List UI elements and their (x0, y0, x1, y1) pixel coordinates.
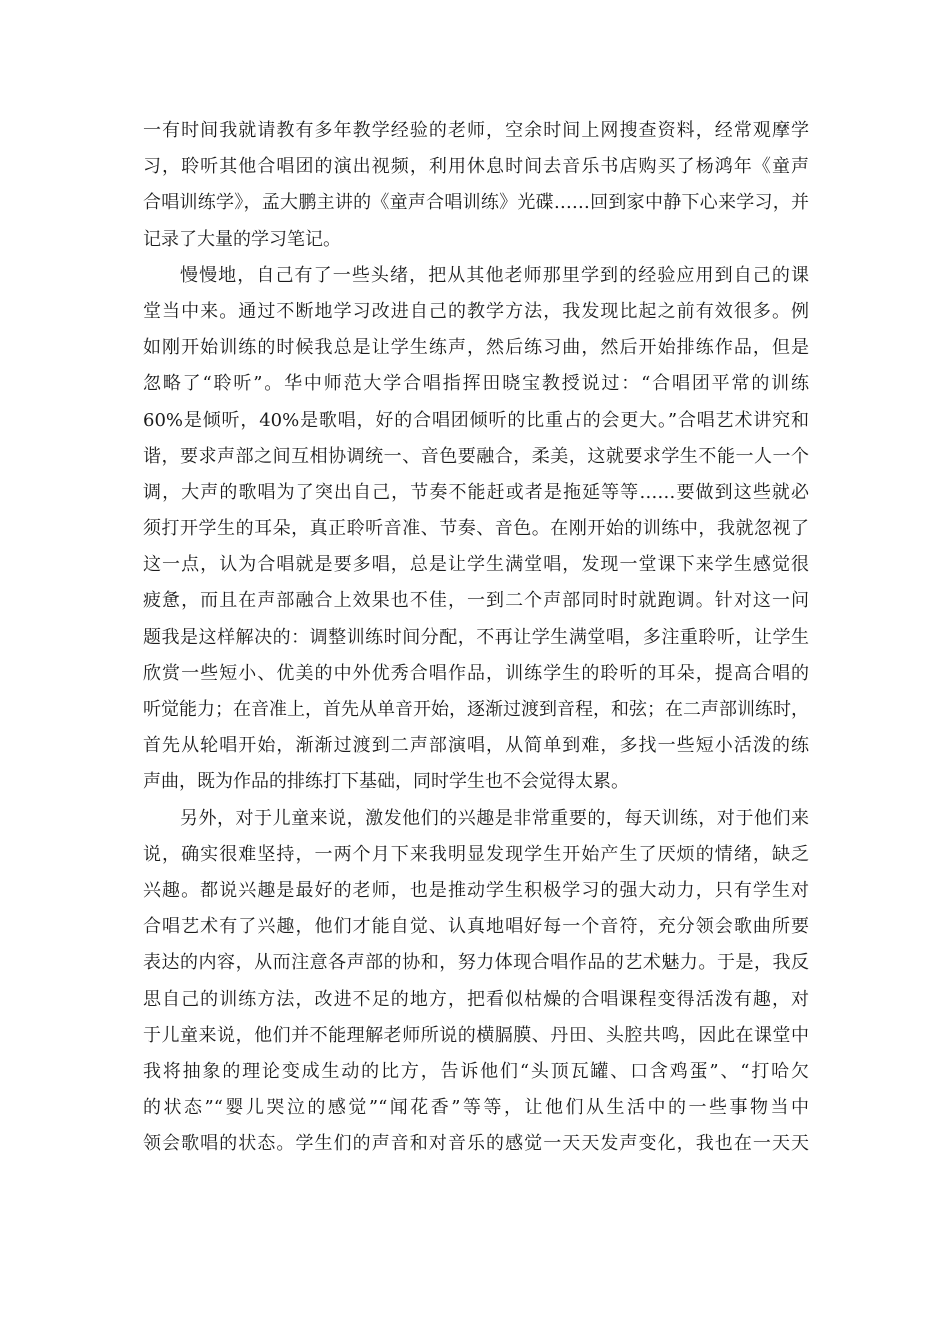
text-line: 表达的内容，从而注意各声部的协和，努力体现合唱作品的艺术魅力。于是，我反 (143, 952, 809, 974)
text-line: 一有时间我就请教有多年教学经验的老师，空余时间上网搜查资料，经常观摩学 (143, 120, 809, 141)
text-line: 这一点，认为合唱就是要多唱，总是让学生满堂唱，发现一堂课下来学生感觉很 (143, 554, 809, 576)
body-text (143, 113, 809, 1162)
paragraph-2 (143, 258, 809, 801)
text-line: 的状态”“婴儿哭泣的感觉”“闻花香”等等，让他们从生活中的一些事物当中 (143, 1097, 809, 1119)
text-line: 谐，要求声部之间互相协调统一、音色要融合，柔美，这就要求学生不能一人一个 (143, 445, 809, 467)
text-line: 记录了大量的学习笔记。 (143, 228, 341, 250)
text-line: 须打开学生的耳朵，真正聆听音准、节奏、音色。在刚开始的训练中，我就忽视了 (143, 518, 809, 540)
text-line: 于儿童来说，他们并不能理解老师所说的横膈膜、丹田、头腔共鸣，因此在课堂中 (143, 1024, 809, 1046)
text-line: 题我是这样解决的：调整训练时间分配，不再让学生满堂唱，多注重聆听，让学生 (143, 626, 809, 648)
text-line: 领会歌唱的状态。学生们的声音和对音乐的感觉一天天发声变化，我也在一天天 (143, 1133, 809, 1155)
text-line: 声曲，既为作品的排练打下基础，同时学生也不会觉得太累。 (143, 771, 629, 793)
text-line: 习，聆听其他合唱团的演出视频，利用休息时间去音乐书店购买了杨鸿年《童声 (143, 156, 809, 178)
text-line: 听觉能力；在音准上，首先从单音开始，逐渐过渡到音程，和弦；在二声部训练时， (143, 699, 809, 720)
text-line: 堂当中来。通过不断地学习改进自己的教学方法，我发现比起之前有效很多。例 (143, 300, 809, 322)
text-line: 60%是倾听，40%是歌唱，好的合唱团倾听的比重占的会更大。”合唱艺术讲究和 (143, 409, 809, 431)
text-line: 欣赏一些短小、优美的中外优秀合唱作品，训练学生的聆听的耳朵，提高合唱的 (143, 662, 809, 684)
text-line: 如刚开始训练的时候我总是让学生练声，然后练习曲，然后开始排练作品，但是 (143, 337, 809, 359)
text-line: 忽略了“聆听”。华中师范大学合唱指挥田晓宝教授说过：“合唱团平常的训练 (143, 373, 809, 395)
text-line: 慢慢地，自己有了一些头绪，把从其他老师那里学到的经验应用到自己的课 (180, 264, 809, 286)
text-line: 思自己的训练方法，改进不足的地方，把看似枯燥的合唱课程变得活泼有趣，对 (143, 988, 809, 1010)
paragraph-3 (143, 801, 809, 1163)
text-line: 我将抽象的理论变成生动的比方，告诉他们“头顶瓦罐、口含鸡蛋”、“打哈欠 (143, 1060, 809, 1082)
text-line: 疲惫，而且在声部融合上效果也不佳，一到二个声部同时时就跑调。针对这一问 (143, 590, 809, 612)
text-line: 另外，对于儿童来说，激发他们的兴趣是非常重要的，每天训练，对于他们来 (180, 807, 809, 829)
text-line: 合唱艺术有了兴趣，他们才能自觉、认真地唱好每一个音符，充分领会歌曲所要 (143, 916, 809, 938)
text-line: 合唱训练学》，孟大鹏主讲的《童声合唱训练》光碟……回到家中静下心来学习，并 (143, 192, 809, 214)
text-line: 首先从轮唱开始，渐渐过渡到二声部演唱，从简单到难，多找一些短小活泼的练 (143, 735, 809, 757)
paragraph-1 (143, 113, 809, 258)
text-line: 兴趣。都说兴趣是最好的老师，也是推动学生积极学习的强大动力，只有学生对 (143, 879, 809, 901)
text-line: 调，大声的歌唱为了突出自己，节奏不能赶或者是拖延等等……要做到这些就必 (143, 481, 809, 503)
text-line: 说，确实很难坚持，一两个月下来我明显发现学生开始产生了厌烦的情绪，缺乏 (143, 843, 809, 865)
